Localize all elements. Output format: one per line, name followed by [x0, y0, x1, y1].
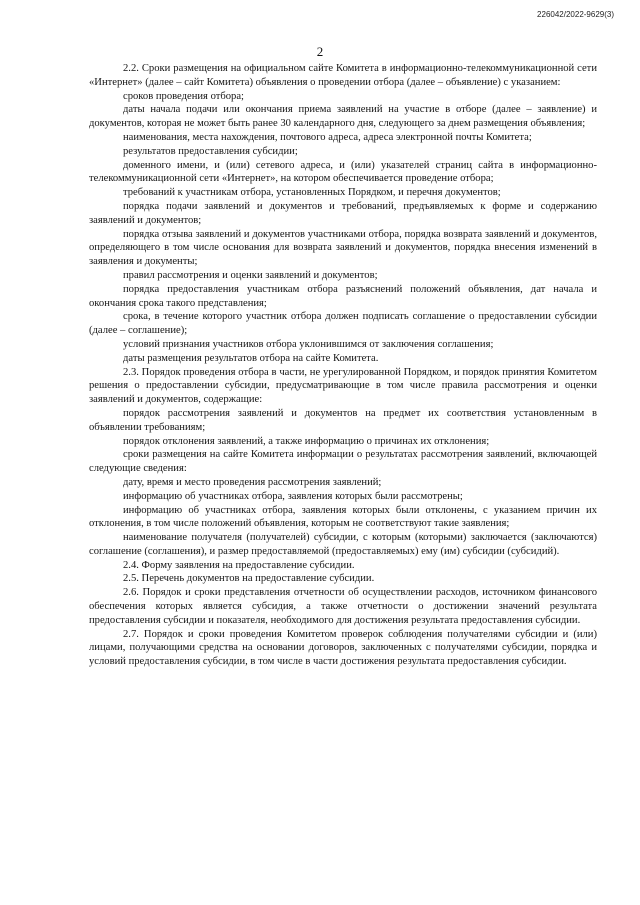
paragraph: 2.2. Сроки размещения на официальном сайте Комитета в информационно-телекоммуникационной сети «Интернет» (далее – сайт Комитета) объявления о проведении отбора (далее – объявление) с указанием: — [89, 63, 597, 88]
paragraph: порядка подачи заявлений и документов и требований, предъявляемых к форме и содержанию заявлений и документов; — [89, 200, 597, 226]
paragraph: сроки размещения на сайте Комитета информации о результатах рассмотрения заявлений, включающей следующие сведения: — [89, 449, 597, 475]
paragraph: порядок рассмотрения заявлений и документов на предмет их соответствия установленным в объявлении требованиям; — [89, 407, 597, 433]
paragraph: сроков проведения отбора; — [123, 90, 244, 102]
paragraph: 2.4. Форму заявления на предоставление субсидии. — [123, 559, 355, 571]
paragraph: результатов предоставления субсидии; — [123, 145, 298, 157]
paragraph: наименования, места нахождения, почтового адреса, адреса электронной почты Комитета; — [123, 131, 532, 143]
paragraph: информацию об участниках отбора, заявления которых были рассмотрены; — [123, 490, 463, 502]
paragraph: информацию об участниках отбора, заявления которых были отклонены, с указанием причин их отклонения, в том числе положений объявления, которым не соответствуют такие заявления; — [89, 504, 597, 530]
paragraph: 2.3. Порядок проведения отбора в части, не урегулированной Порядком, и порядок принятия Комитетом решения о предоставлении субсидии, предусматривающие в том числе правила рассмотрения и оценки заявлений и документов, содержащие: — [89, 366, 597, 406]
paragraph: условий признания участников отбора уклонившимся от заключения соглашения; — [123, 338, 494, 350]
paragraph: наименование получателя (получателей) субсидии, с которым (которыми) заключается (заключаются) соглашение (соглашения), и размер предоставляемой (предоставляемых) ему (им) субсидии (субсидий). — [89, 532, 597, 557]
paragraph: порядка отзыва заявлений и документов участниками отбора, порядка возврата заявлений и документов, определяющего в том числе основания для возврата заявлений и документов, порядка внесения изменений в заявления и документы; — [89, 228, 597, 268]
document-body — [89, 62, 597, 669]
paragraph: даты начала подачи или окончания приема заявлений на участие в отборе (далее – заявление) и документов, которая не может быть ранее 30 календарного дня, следующего за днем размещения объявления; — [89, 104, 597, 130]
paragraph: 2.5. Перечень документов на предоставление субсидии. — [123, 573, 375, 585]
paragraph: 2.7. Порядок и сроки проведения Комитетом проверок соблюдения получателями субсидии и (или) лицами, получающими средства на основании договоров, заключенных с получателями субсидии, порядка и условий предоставления субсидии, в том числе в части достижения результата предоставления субсидии. — [89, 628, 597, 668]
paragraph: доменного имени, и (или) сетевого адреса, и (или) указателей страниц сайта в информационно-телекоммуникационной сети «Интернет», на котором обеспечивается проведение отбора; — [89, 159, 597, 185]
paragraph: дату, время и место проведения рассмотрения заявлений; — [123, 476, 382, 488]
paragraph: порядок отклонения заявлений, а также информацию о причинах их отклонения; — [123, 435, 490, 447]
paragraph: срока, в течение которого участник отбора должен подписать соглашение о предоставлении субсидии (далее – соглашение); — [89, 311, 597, 337]
paragraph: даты размещения результатов отбора на сайте Комитета. — [123, 352, 379, 364]
document-number: 226042/2022-9629(3) — [537, 10, 614, 19]
paragraph: правил рассмотрения и оценки заявлений и документов; — [123, 269, 378, 281]
paragraph: порядка предоставления участникам отбора разъяснений положений объявления, дат начала и окончания срока такого представления; — [89, 283, 597, 309]
page-number: 2 — [316, 44, 324, 59]
paragraph: требований к участникам отбора, установленных Порядком, и перечня документов; — [123, 187, 501, 199]
paragraph: 2.6. Порядок и сроки представления отчетности об осуществлении расходов, источником финансового обеспечения которых является субсидия, а также отчетности о достижении значений результата предоставления субсидии и показателя, необходимого для достижения результата предоставления субсидии. — [89, 587, 597, 626]
